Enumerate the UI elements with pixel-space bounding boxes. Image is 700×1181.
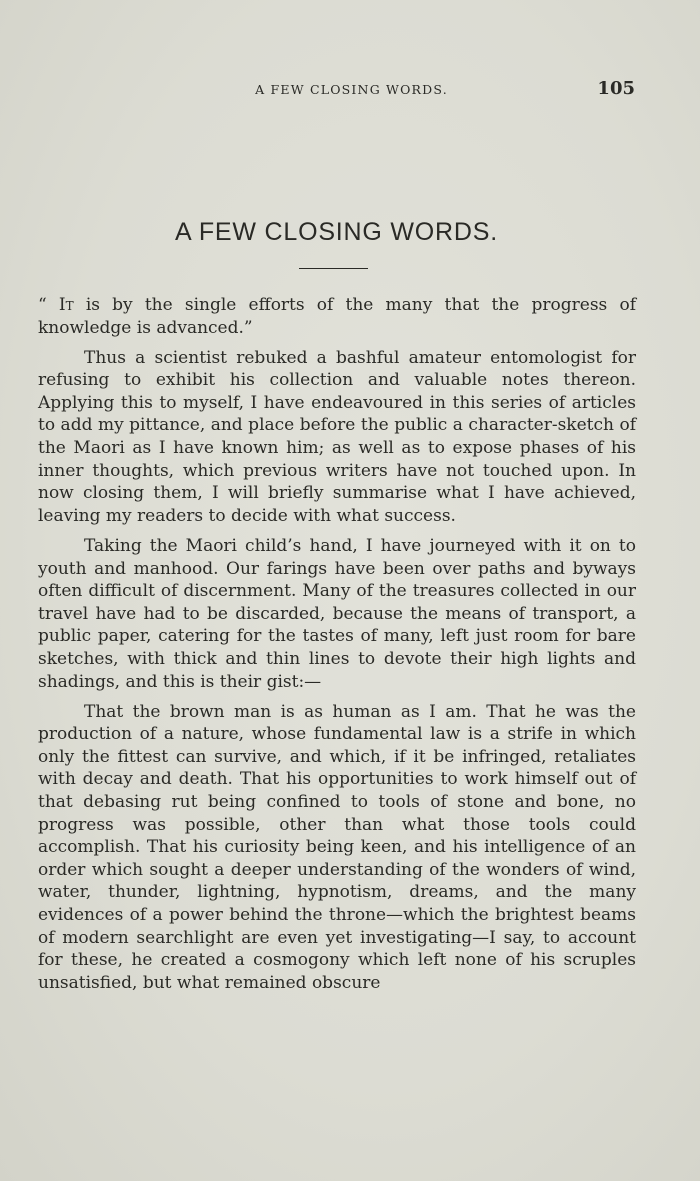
quote-text: is by the single efforts of the many that the progress of knowledge is advanced.”	[38, 295, 636, 338]
paragraph-3: Taking the Maori child’s hand, I have journeyed with it on to youth and manhood. Our farings have been over paths and byways often difficult of discernment. Many of the treasures collected in our travel have had to be discarded, because the means of transport, a public paper, catering for the tastes of many, left just room for bare sketches, with thick and thin lines to devote their high lights and shadings, and this is their gist:—	[38, 535, 636, 692]
paragraph-quote	[38, 294, 636, 339]
running-head	[38, 78, 635, 100]
paragraph-4: That the brown man is as human as I am. That he was the production of a nature, whose fundamental law is a strife in which only the fittest can survive, and which, if it be infringed, retaliates with decay and death. That his opportunities to work himself out of that debasing rut being confined to tools of stone and bone, no progress was possible, other than what those tools could accomplish. That his curiosity being keen, and his intelligence of an order which sought a deeper understanding of the wonders of wind, water, thunder, lightning, hypnotism, dreams, and the many evidences of a power behind the throne—which the brightest beams of modern searchlight are even yet investigating—I say, to account for these, he created a cosmogony which left none of his scruples unsatisfied, but what remained obscure	[38, 701, 636, 993]
page-number: 105	[597, 78, 635, 99]
title-divider	[299, 268, 368, 269]
paragraph-2: Thus a scientist rebuked a bashful amateur entomologist for refusing to exhibit his collection and valuable notes thereon. Applying this to myself, I have endeavoured in this series of articles to add my pittance, and place before the public a character-sketch of the Maori as I have known him; as well as to expose phases of his inner thoughts, which previous writers have not touched upon. In now closing them, I will briefly summarise what I have achieved, leaving my readers to decide with what success.	[38, 347, 636, 526]
running-head-title: A FEW CLOSING WORDS.	[255, 82, 448, 97]
small-caps-word: It	[58, 295, 74, 315]
body-text	[38, 294, 636, 1002]
chapter-title: A FEW CLOSING WORDS.	[175, 218, 498, 246]
open-quote: “	[38, 295, 59, 315]
